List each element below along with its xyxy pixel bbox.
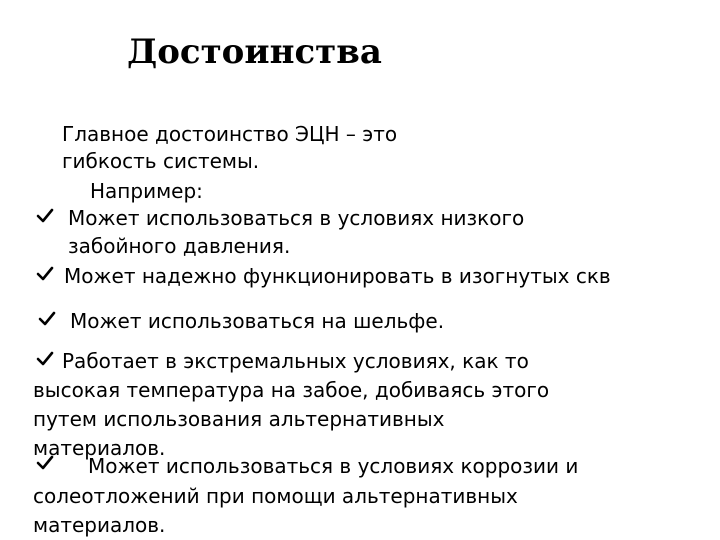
bullet-4-line-1: Работает в экстремальных условиях, как то — [62, 349, 529, 373]
bullet-4-line-3: путем использования альтернативных — [33, 407, 445, 431]
bullet-1-line-1: Может использоваться в условиях низкого — [68, 206, 525, 230]
check-mark-icon — [38, 310, 56, 328]
bullet-1-line-2: забойного давления. — [68, 234, 291, 258]
intro-line-2: гибкость системы. — [62, 149, 260, 173]
bullet-5-line-2: солеотложений при помощи альтернативных — [33, 484, 518, 508]
bullet-5-line-3: материалов. — [33, 513, 166, 537]
check-mark-icon — [36, 265, 54, 283]
slide-title: Достоинства — [127, 32, 382, 72]
bullet-2-line-1: Может надежно функционировать в изогнутых скв — [64, 264, 611, 288]
bullet-3-line-1: Может использоваться на шельфе. — [70, 309, 445, 333]
check-mark-icon — [36, 207, 54, 225]
bullet-4-line-4: материалов. — [33, 436, 166, 460]
bullet-5-line-1: Может использоваться в условиях коррозии и — [88, 454, 579, 478]
intro-line-1: Главное достоинство ЭЦН – это — [62, 122, 398, 146]
example-label: Например: — [90, 179, 203, 203]
check-mark-icon — [36, 454, 54, 472]
check-mark-icon — [36, 350, 54, 368]
bullet-4-line-2: высокая температура на забое, добиваясь этого — [33, 378, 550, 402]
